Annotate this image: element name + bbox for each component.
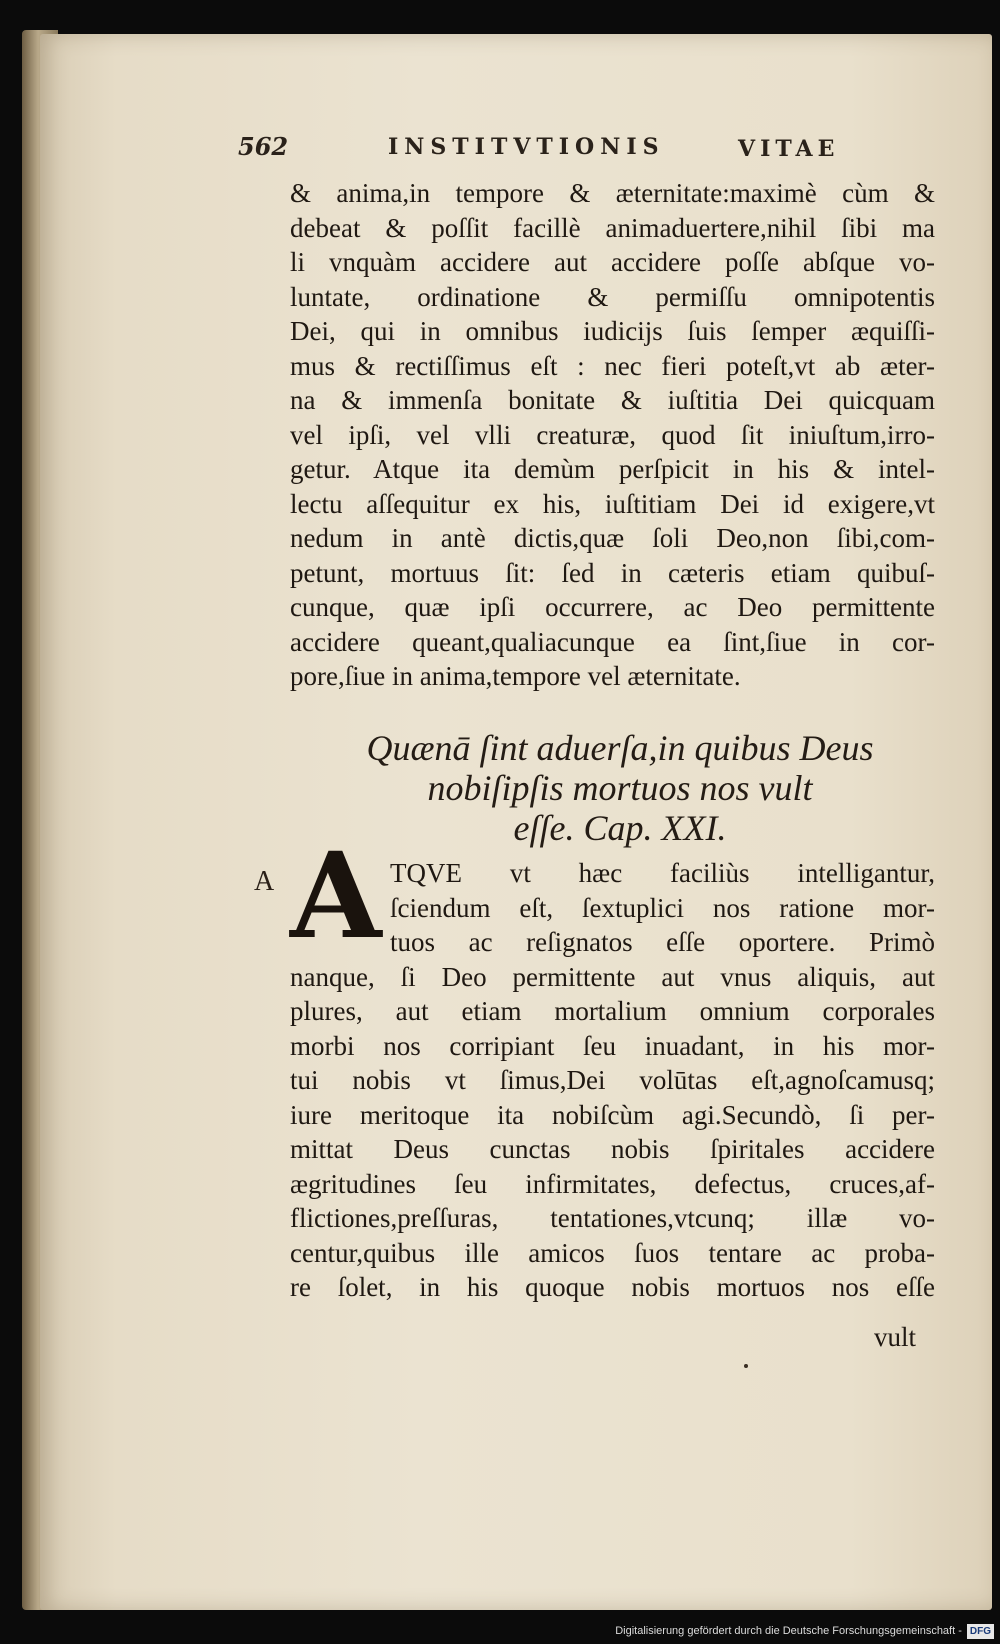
text-line: re ſolet, in his quoque nobis mortuos nos eſſe bbox=[290, 1272, 935, 1302]
paragraph-2 bbox=[290, 856, 935, 1305]
text-line: TQVE vt hæc faciliùs intelligantur, bbox=[390, 858, 935, 888]
text-line: na & immenſa bonitate & iuſtitia Dei quicquam bbox=[290, 385, 935, 415]
text-line: debeat & poſſit facillè animaduertere,nihil ſibi ma bbox=[290, 212, 935, 243]
digitization-credit bbox=[615, 1622, 994, 1640]
chapter-heading-line: Quænā ſint aduerſa,in quibus Deus bbox=[366, 728, 874, 768]
text-line: li vnquàm accidere aut accidere poſſe abſque vo- bbox=[290, 247, 935, 277]
chapter-heading-line: nobiſipſis mortuos nos vult bbox=[427, 768, 813, 808]
text-line: flictiones,preſſuras, tentationes,vtcunq; illæ vo- bbox=[290, 1203, 935, 1233]
ink-spot bbox=[744, 1364, 748, 1368]
credit-text: Digitalisierung gefördert durch die Deutsche Forschungsgemeinschaft - bbox=[615, 1625, 962, 1637]
text-line: luntate, ordinatione & permiſſu omnipotentis bbox=[290, 281, 935, 312]
text-line: centur,quibus ille amicos ſuos tentare ac proba- bbox=[290, 1237, 935, 1268]
text-line: iure meritoque ita nobiſcùm agi.Secundò, ſi per- bbox=[290, 1099, 935, 1130]
text-line: lectu aſſequitur ex his, iuſtitiam Dei id exigere,vt bbox=[290, 488, 935, 519]
chapter-heading bbox=[300, 728, 940, 848]
text-line: ægritudines ſeu infirmitates, defectus, cruces,af- bbox=[290, 1168, 935, 1199]
text-line: petunt, mortuus ſit: ſed in cæteris etiam quibuſ- bbox=[290, 557, 935, 588]
text-line: cunque, quæ ipſi occurrere, ac Deo permittente bbox=[290, 592, 935, 622]
text-line: getur. Atque ita demùm perſpicit in his & intel- bbox=[290, 454, 935, 484]
page-number: 562 bbox=[238, 132, 289, 161]
text-line: pore,ſiue in anima,tempore vel æternitate. bbox=[290, 661, 741, 691]
catchword: vult bbox=[874, 1322, 917, 1352]
text-line: mittat Deus cunctas nobis ſpiritales accidere bbox=[290, 1134, 935, 1164]
text-line: & anima,in tempore & æternitate:maximè cùm & bbox=[290, 178, 935, 208]
text-line: plures, aut etiam mortalium omnium corporales bbox=[290, 996, 935, 1026]
text-line: vel ipſi, vel vlli creaturæ, quod ſit iniuſtum,irro- bbox=[290, 419, 935, 450]
text-line: accidere queant,qualiacunque ea ſint,ſiue in cor- bbox=[290, 626, 935, 657]
text-line: Dei, qui in omnibus iudicijs ſuis ſemper æquiſſi- bbox=[290, 316, 935, 346]
paragraph-1 bbox=[290, 176, 935, 694]
text-line: ſciendum eſt, ſextuplici nos ratione mor- bbox=[390, 892, 935, 923]
text-line: tui nobis vt ſimus,Dei volūtas eſt,agnoſcamusq; bbox=[290, 1065, 935, 1095]
drop-capital: A bbox=[290, 826, 382, 965]
running-head-right: VITAE bbox=[738, 136, 840, 162]
running-head-left: INSTITVTIONIS bbox=[388, 134, 665, 160]
text-line: morbi nos corripiant ſeu inuadant, in his mor- bbox=[290, 1030, 935, 1061]
margin-letter: A bbox=[254, 866, 275, 897]
chapter-heading-line: eſſe. Cap. XXI. bbox=[513, 808, 727, 848]
text-line: tuos ac reſignatos eſſe oportere. Primò bbox=[390, 927, 935, 957]
text-line: nanque, ſi Deo permittente aut vnus aliquis, aut bbox=[290, 961, 935, 992]
text-line: mus & rectiſſimus eſt : nec fieri poteſt,vt ab æter- bbox=[290, 350, 935, 381]
text-line: nedum in antè dictis,quæ ſoli Deo,non ſibi,com- bbox=[290, 523, 935, 553]
dfg-logo: DFG bbox=[967, 1624, 994, 1639]
running-head bbox=[238, 132, 858, 168]
